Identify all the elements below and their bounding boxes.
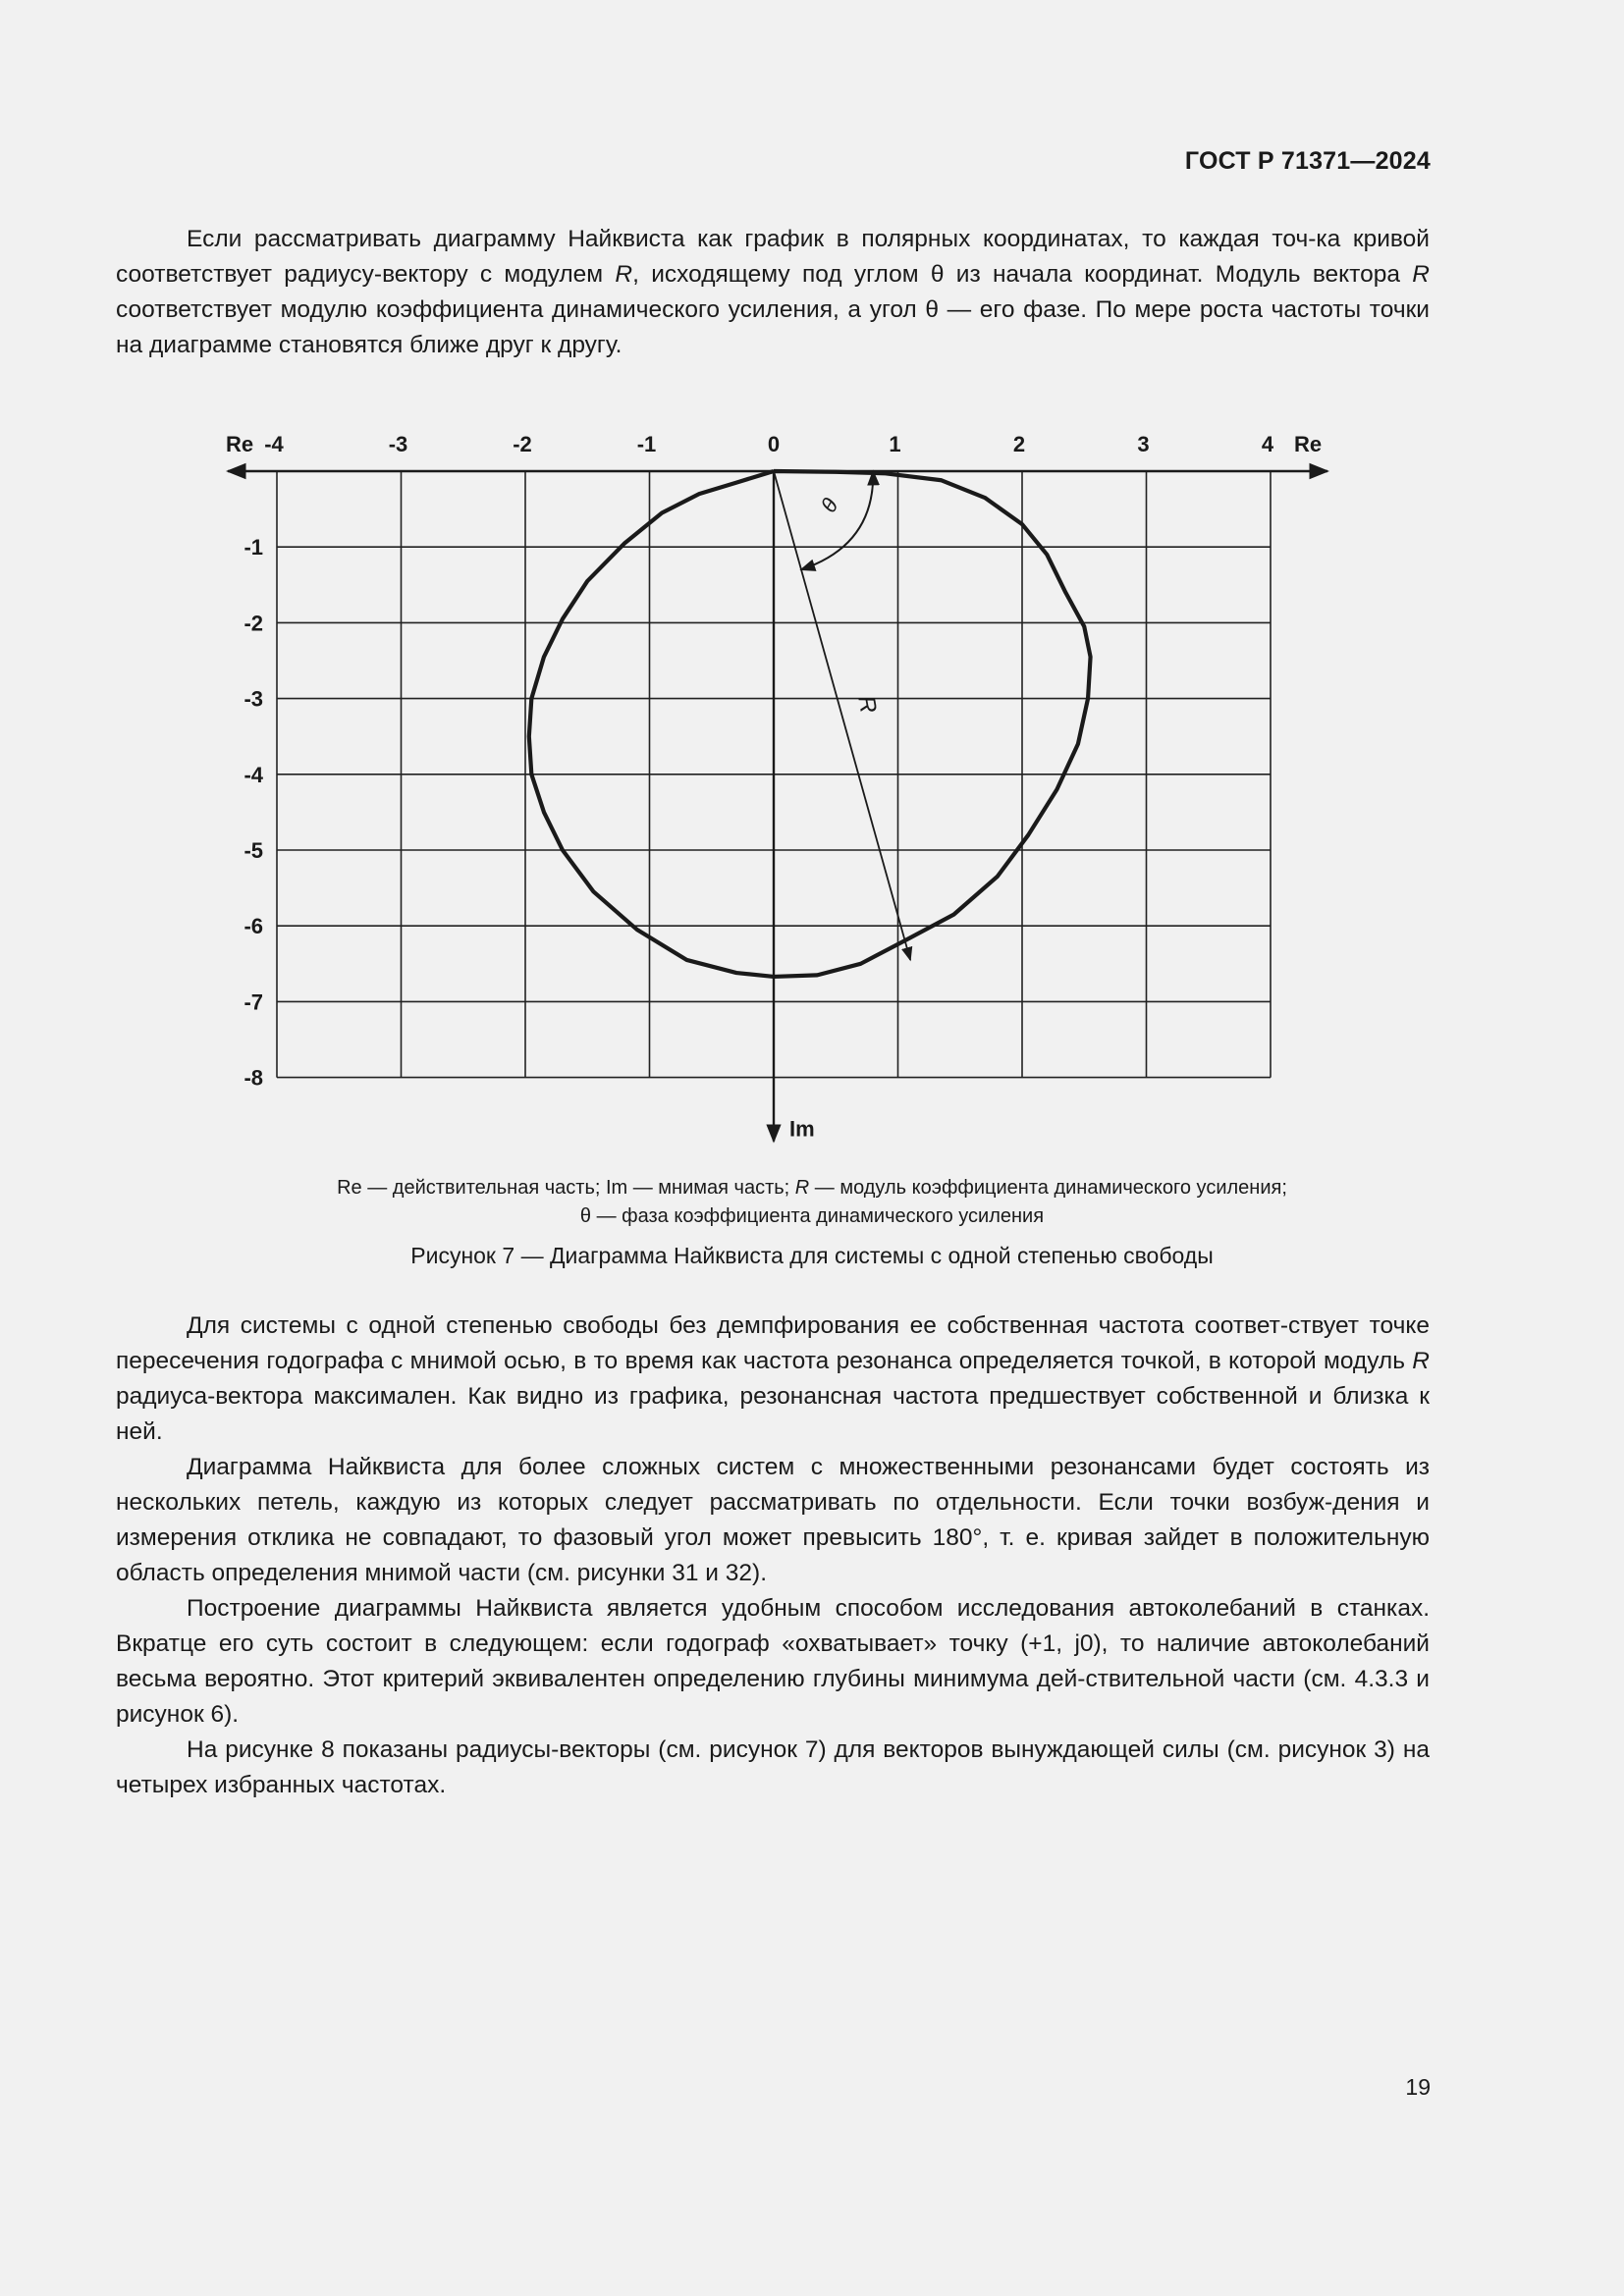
body-paragraph-4: На рисунке 8 показаны радиусы-векторы (см. рисунок 7) для векторов вынуждающей силы (см. рисунок 3) на четырех избранных частотах.: [116, 1736, 1430, 1798]
document-standard-number: ГОСТ Р 71371—2024: [1184, 147, 1431, 175]
r-vector: [774, 471, 910, 960]
body-paragraph-2: Диаграмма Найквиста для более сложных систем с множественными резонансами будет состоять из нескольких петель, каждую из которых следует рассматривать по отдельности. Если точки возбуж-дения и измерения отклика не совпадают, то фазовый угол может превысить 180°, т. е. кривая зайдет в положительную область определения мнимой части (см. рисунки 31 и 32).: [116, 1454, 1430, 1586]
re-axis-label-left: Re: [225, 432, 254, 456]
x-tick-label: 3: [1137, 432, 1150, 456]
figure-legend-line-2: θ — фаза коэффициента динамического усиления: [579, 1205, 1045, 1227]
y-tick-label: -1: [244, 535, 263, 561]
y-tick-label: -7: [244, 989, 263, 1015]
x-tick-label: 1: [889, 432, 901, 456]
figure-legend-line-1: Re — действительная часть; Im — мнимая часть; R — модуль коэффициента динамического усиления;: [337, 1177, 1287, 1199]
y-tick-label: -3: [244, 686, 263, 712]
x-tick-label: -3: [388, 432, 408, 456]
x-tick-label: 4: [1261, 432, 1274, 456]
intro-paragraph: Если рассматривать диаграмму Найквиста как график в полярных координатах, то каждая точ-ка кривой соответствует радиусу-вектору с модулем R, исходящему под углом θ из начала координат. Модуль вектора R соответствует модулю коэффициента динамического усиления, а угол θ — его фазе. По мере роста частоты точки на диаграмме становятся ближе друг к другу.: [116, 226, 1430, 358]
x-tick-label: -2: [513, 432, 532, 456]
im-axis-label: Im: [789, 1116, 815, 1142]
y-tick-label: -8: [244, 1065, 263, 1091]
x-tick-label: -4: [264, 432, 284, 456]
nyquist-figure: [0, 412, 1624, 1178]
re-axis-label-right: Re: [1293, 432, 1323, 456]
figure-caption: Рисунок 7 — Диаграмма Найквиста для системы с одной степенью свободы: [410, 1243, 1214, 1268]
y-tick-label: -2: [244, 611, 263, 636]
body-paragraph-3: Построение диаграммы Найквиста является удобным способом исследования автоколебаний в станках. Вкратце его суть состоит в следующем: если годограф «охватывает» точку (+1, j0), то наличие автоколебаний весьма вероятно. Этот критерий эквивалентен определению глубины минимума дей-ствительной части (см. 4.3.3 и рисунок 6).: [116, 1595, 1430, 1728]
r-vector-label: R: [852, 693, 882, 716]
nyquist-chart: [0, 412, 1624, 1178]
x-tick-label: 0: [767, 432, 781, 456]
theta-label: θ: [815, 494, 843, 517]
x-tick-label: 2: [1012, 432, 1026, 456]
theta-arc: [801, 471, 873, 569]
body-paragraph-1: Для системы с одной степенью свободы без демпфирования ее собственная частота соответ-ствует точке пересечения годографа с мнимой осью, в то время как частота резонанса определяется точкой, в которой модуль R радиуса-вектора максимален. Как видно из графика, резонансная частота предшествует собственной и близка к ней.: [116, 1312, 1430, 1445]
x-tick-label: -1: [636, 432, 657, 456]
y-tick-label: -4: [244, 762, 263, 787]
y-tick-label: -6: [244, 914, 263, 939]
y-tick-label: -5: [244, 838, 263, 863]
page-number: 19: [1405, 2074, 1431, 2100]
